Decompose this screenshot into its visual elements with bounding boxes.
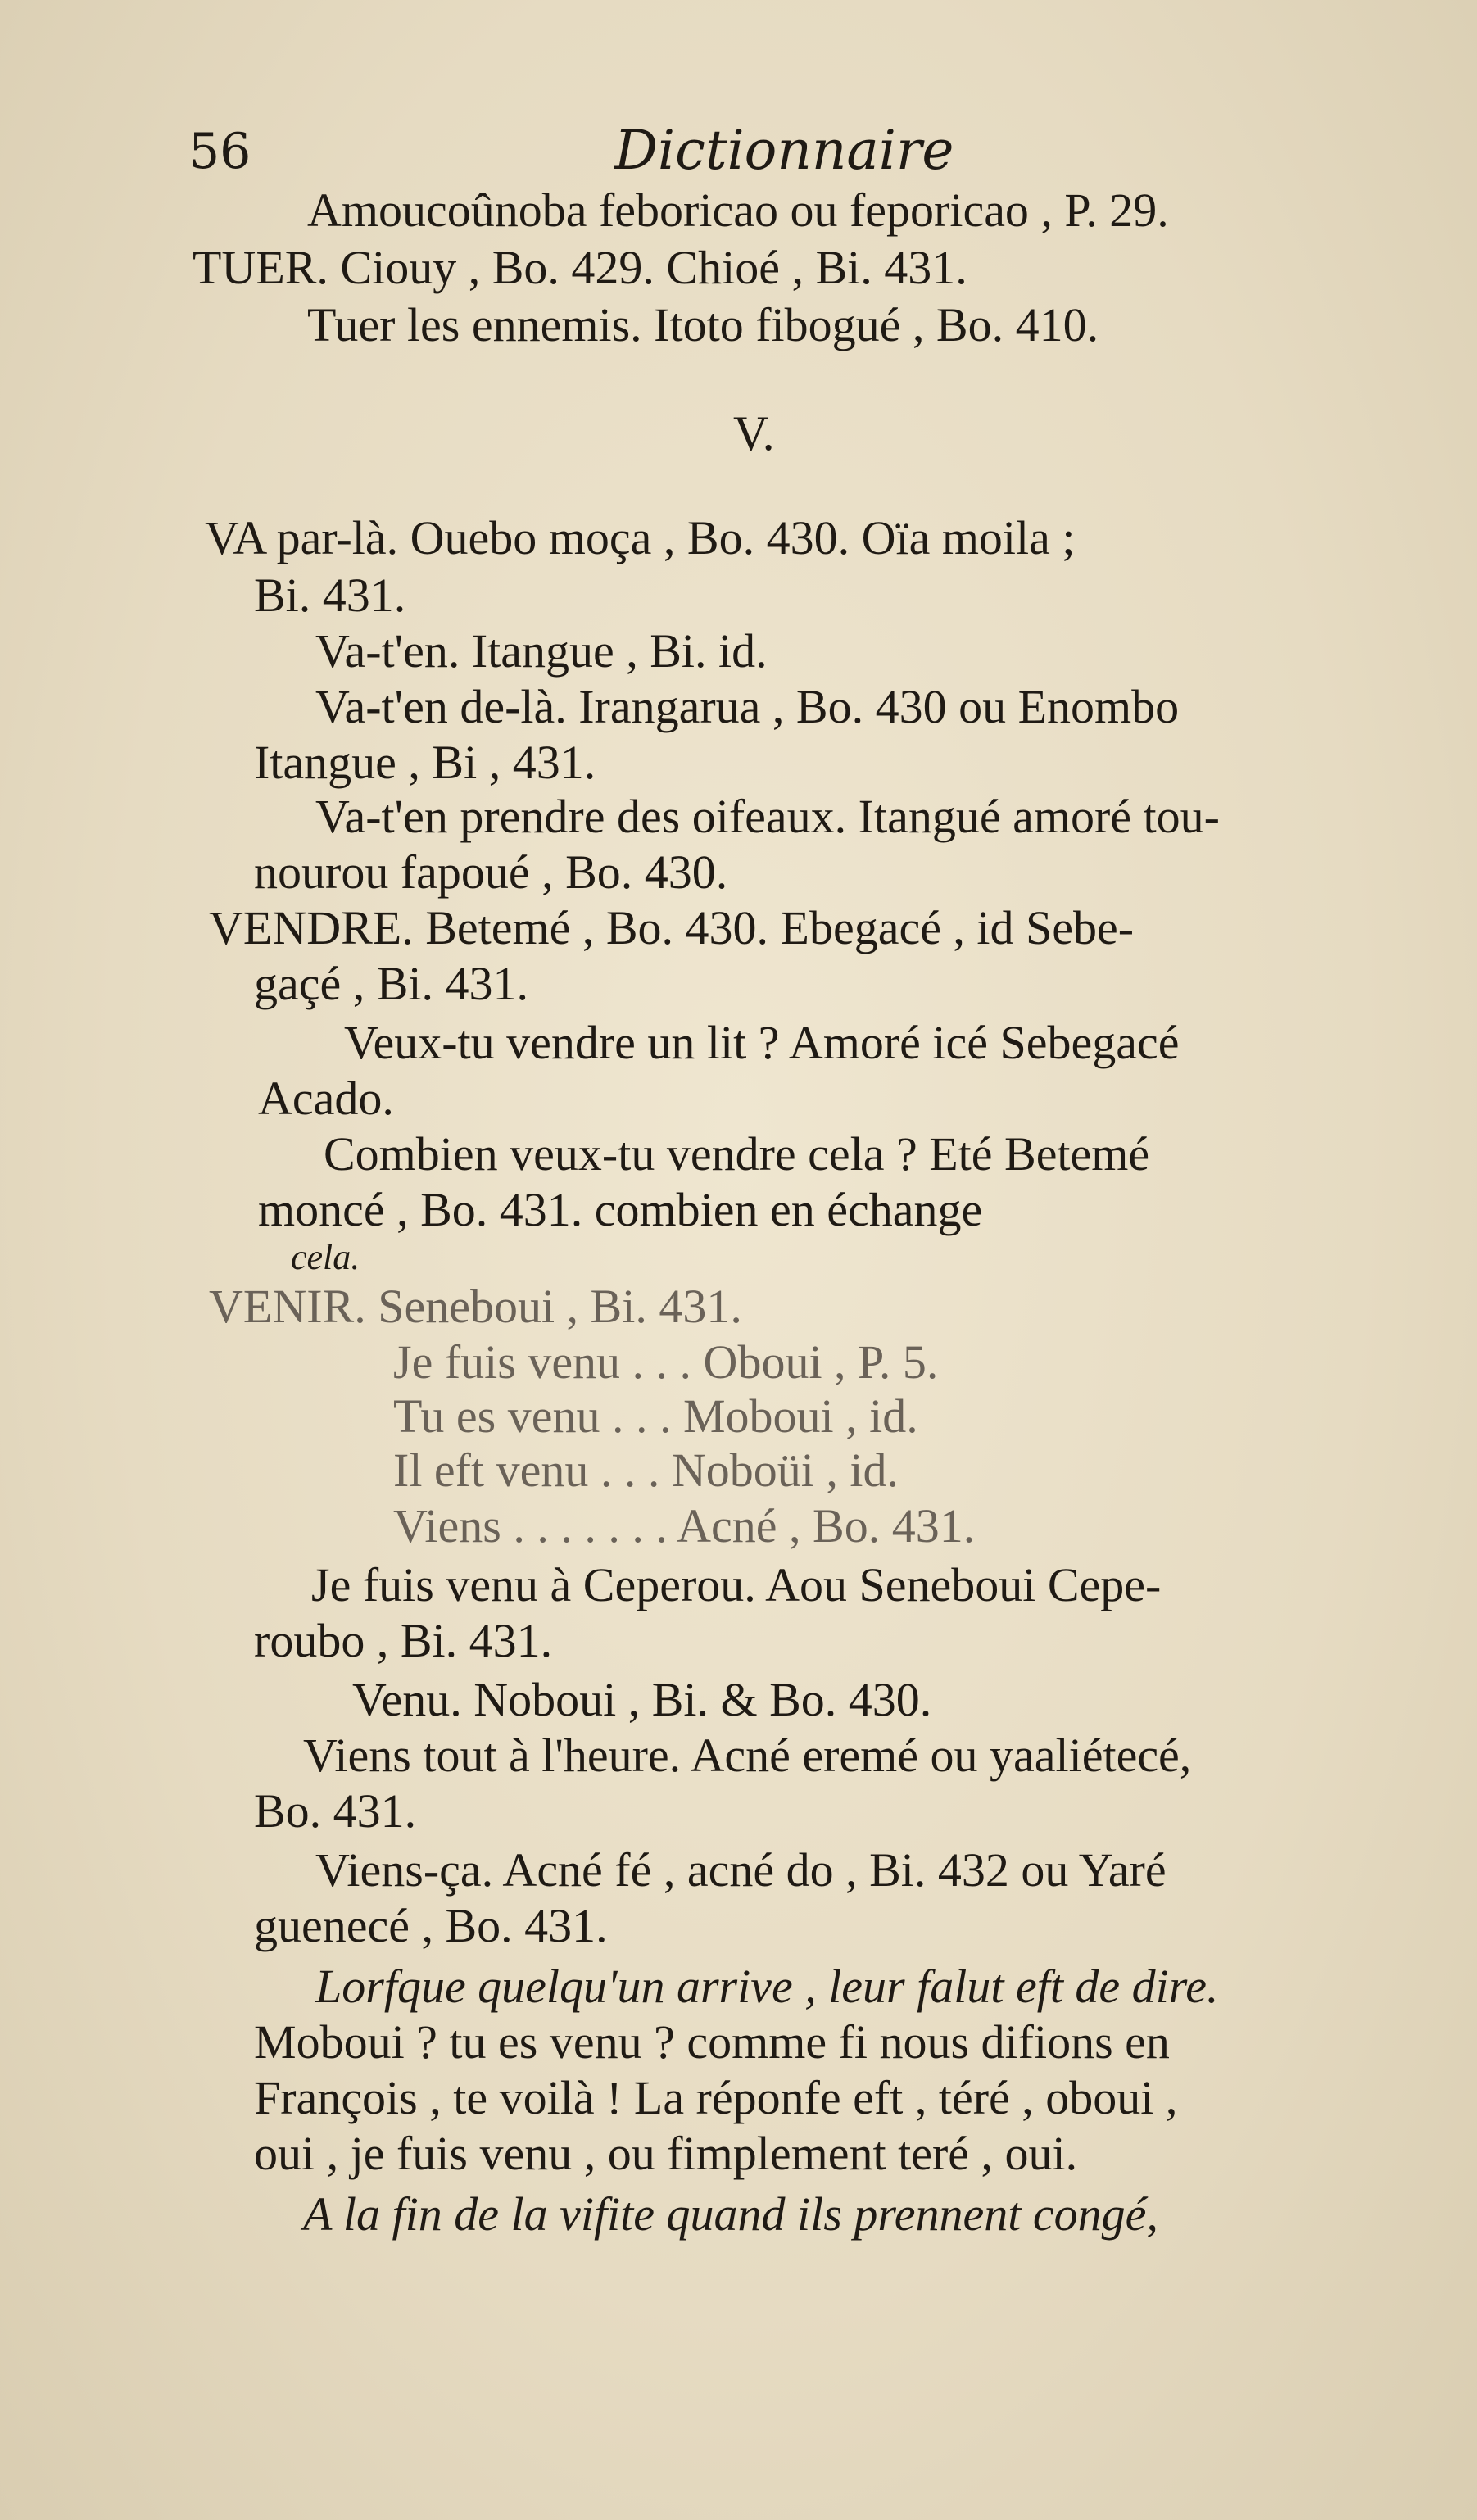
conjugation-line: Viens . . . . . . . Acné , Bo. 431. [393,1499,976,1552]
entry-headword-line: VENDRE. Betemé , Bo. 430. Ebegacé , id Sebe- [209,901,1135,954]
commentary-line: oui , je fuis venu , ou fimplement teré , oui. [254,2127,1078,2180]
commentary-line: A la fin de la vifite quand ils prennent congé, [303,2187,1158,2241]
text-line: Je fuis venu à Ceperou. Aou Seneboui Cepe- [311,1558,1162,1611]
text-line: gaçé , Bi. 431. [254,957,529,1010]
text-line: Va-t'en. Itangue , Bi. id. [315,624,768,678]
text-line: roubo , Bi. 431. [254,1614,553,1667]
entry-headword-line: TUER. Ciouy , Bo. 429. Chioé , Bi. 431. [193,241,967,294]
text-line: Va-t'en prendre des oifeaux. Itangué amoré tou- [315,790,1220,843]
conjugation-line: Tu es venu . . . Moboui , id. [393,1389,918,1443]
text-line: Amoucoûnoba feboricao ou feporicao , P. 29. [307,184,1169,237]
text-line: Venu. Noboui , Bi. & Bo. 430. [352,1673,932,1726]
text-line: guenecé , Bo. 431. [254,1899,608,1952]
entry-headword-line: VENIR. Seneboui , Bi. 431. [209,1280,742,1333]
text-line: nourou fapoué , Bo. 430. [254,845,728,899]
text-line: Viens-ça. Acné fé , acné do , Bi. 432 ou Yaré [315,1843,1167,1897]
text-line: Combien veux-tu vendre cela ? Eté Betemé [324,1127,1150,1181]
text-line: Acado. [258,1072,394,1125]
text-line: Bi. 431. [254,569,406,622]
section-letter: V. [733,406,775,460]
text-line: Tuer les ennemis. Itoto fibogué , Bo. 410. [307,298,1099,351]
commentary-line: Moboui ? tu es venu ? comme fi nous difions en [254,2015,1170,2069]
text-line: moncé , Bo. 431. combien en échange [258,1183,983,1236]
text-line: Viens tout à l'heure. Acné eremé ou yaaliétecé, [303,1729,1192,1782]
text-line: Va-t'en de-là. Irangarua , Bo. 430 ou Enombo [315,680,1180,733]
text-line: Itangue , Bi , 431. [254,736,596,789]
text-line: cela. [291,1237,360,1277]
commentary-line: François , te voilà ! La réponfe eft , téré , oboui , [254,2071,1178,2124]
text-line: Veux-tu vendre un lit ? Amoré icé Sebegacé [344,1016,1180,1069]
text-line: Bo. 431. [254,1784,417,1838]
running-title: Dictionnaire [614,119,954,182]
page-number: 56 [188,123,251,180]
commentary-line: Lorfque quelqu'un arrive , leur falut eft de dire. [315,1960,1219,2013]
conjugation-line: Je fuis venu . . . Oboui , P. 5. [393,1335,939,1389]
entry-headword-line: VA par-là. Ouebo moça , Bo. 430. Oïa moila ; [205,511,1076,564]
conjugation-line: Il eft venu . . . Noboüi , id. [393,1444,899,1497]
